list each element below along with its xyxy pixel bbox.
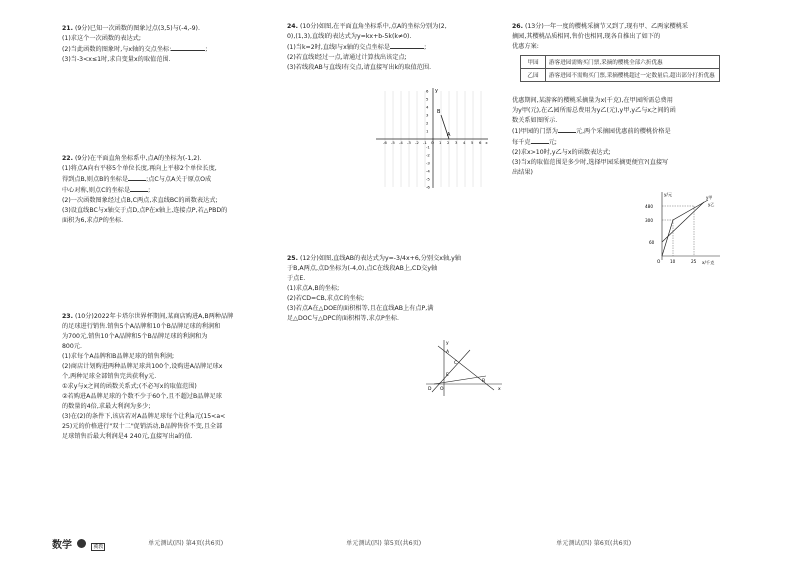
x-tick-label: -4 xyxy=(399,140,403,145)
question-text: (3)当x的取值范围是多少时,选择甲园采摘更便宜?(直接写 xyxy=(512,159,669,166)
q24-coordinate-graph xyxy=(372,84,492,194)
x-tick-label: 3 xyxy=(455,140,458,145)
x-tick-label: x xyxy=(485,140,488,145)
page6-footer: 单元测试(四) 第6页(共6页) xyxy=(556,540,632,547)
question-21: 21. (9分)已知一次函数的图象过点(3,5)与(-4,-9). (1)求这个一次函数的表达式; (2)当此函数的图象时,与x轴的交点坐标: ; (3)当-3<x≤1时,求自变量x的取值范围. xyxy=(62,25,208,63)
question-text: (1)甲园的门票为 xyxy=(512,128,558,135)
q26-cost-graph xyxy=(642,190,722,270)
question-text: (3)若点A在△DOE的面积相等,且在直线AB上有点P,满 xyxy=(287,305,434,312)
question-text: 优惠期间,某游客的樱桃采摘量为x(千克),在甲园所需总费用 xyxy=(512,97,673,104)
question-text: (10分)2022年卡塔尔世界杯期间,某商店购进A,B两种品牌 xyxy=(74,313,234,320)
y-axis-label: y/元 xyxy=(664,192,673,197)
label-e: E xyxy=(446,373,449,378)
page4-footer: 单元测试(四) 第4页(共6页) xyxy=(148,540,224,547)
question-text: 中心对称,则点C的坐标是 xyxy=(62,187,131,194)
question-text: 为y甲(元),在乙园所需总费用为y乙(元),y甲,y乙与x之间的函 xyxy=(512,107,676,114)
y-tick-label: 4 xyxy=(426,104,429,110)
q25-diagram xyxy=(424,338,504,398)
question-text: 25)元的价格进行"双十二"促销活动,B品牌售价不变,且全部 xyxy=(62,423,223,430)
question-text: (2)若CD=CB,求点C的坐标; xyxy=(287,295,365,302)
x-tick-10: 10 xyxy=(670,259,676,264)
offer-table xyxy=(520,55,720,82)
question-text: 每千克 xyxy=(512,139,531,146)
question-text: 面积为6,求点P的坐标. xyxy=(62,217,124,224)
x-tick-label: -2 xyxy=(415,140,419,145)
question-text: 足△DOC与△DPC的面积相等,求点P坐标. xyxy=(287,315,400,322)
question-number: 22. xyxy=(62,155,73,162)
question-text: ①求y与x之间的函数关系式;(不必写x的取值范围) xyxy=(62,383,197,390)
subject-logo xyxy=(52,533,105,552)
x-tick-label: -3 xyxy=(407,140,411,145)
y-tick-label: -3 xyxy=(426,160,430,166)
x-tick-label: -1 xyxy=(423,140,427,145)
x-tick-label: O xyxy=(431,140,434,145)
x-tick-label: -6 xyxy=(383,140,387,145)
question-text: (1)将点A向右平移5个单位长度,再向上平移2个单位长度, xyxy=(62,165,217,172)
table-cell-text: 游客进园需购买门票,采摘的樱桃全部六折优惠 xyxy=(546,56,720,69)
x-tick-label: 2 xyxy=(447,140,450,145)
question-text: (12分)如图,直线AB的表达式为y=-3/4x+6,分别交x轴,y轴 xyxy=(299,255,461,262)
series-label-yi: y乙 xyxy=(708,202,715,207)
y-tick-480: 480 xyxy=(645,204,653,209)
question-text: 800元. xyxy=(62,343,82,350)
answer-blank[interactable] xyxy=(171,44,205,51)
question-number: 25. xyxy=(287,255,298,262)
answer-blank[interactable] xyxy=(390,42,424,49)
question-text: (9分)已知一次函数的图象过点(3,5)与(-4,-9). xyxy=(74,25,200,32)
question-number: 24. xyxy=(287,23,298,30)
question-text: (2)商店计划购进两种品牌足球共100个,设购进A品牌足球x xyxy=(62,363,223,370)
label-a: A xyxy=(446,350,450,355)
question-text: 优惠方案: xyxy=(512,43,539,50)
page5-footer: 单元测试(四) 第5页(共6页) xyxy=(346,540,422,547)
label-y: y xyxy=(446,341,449,346)
y-tick-300: 300 xyxy=(645,218,653,223)
x-tick-origin: O xyxy=(657,259,661,264)
question-text: 于B,A两点,点D坐标为(-4,0),点C在线段AB上,CD交y轴 xyxy=(287,265,438,272)
x-tick-label: -5 xyxy=(391,140,395,145)
point-b-label: B xyxy=(437,109,441,115)
y-tick-label: 6 xyxy=(426,88,429,94)
logo-text: 数学 xyxy=(52,540,72,551)
line-dc xyxy=(434,376,486,384)
answer-blank[interactable] xyxy=(128,174,146,181)
table-cell-name: 乙园 xyxy=(521,69,546,82)
point-a-label: A xyxy=(447,132,451,138)
question-text: 的数量的4倍,求最大利润为多少; xyxy=(62,403,151,410)
question-text: 于点E. xyxy=(287,275,306,282)
question-text: ②若购进A品牌足球的个数不少于60个,且不超过B品牌足球 xyxy=(62,393,222,400)
question-number: 23. xyxy=(62,313,73,320)
question-25 xyxy=(287,254,461,324)
x-tick-label: 1 xyxy=(439,140,442,145)
answer-blank[interactable] xyxy=(558,126,576,133)
question-text: 为700元,销售10个A品牌和5个B品牌足球的利润和为 xyxy=(62,333,208,340)
y-tick-label: 3 xyxy=(426,112,429,118)
label-o: O xyxy=(440,387,444,392)
question-text: 元; xyxy=(548,139,557,146)
question-26 xyxy=(512,22,688,52)
y-tick-label: -5 xyxy=(426,176,430,182)
question-text: (2)当此函数的图象时,与x轴的交点坐标: xyxy=(62,46,172,53)
question-text: (3)在(2)的条件下,该店若对A品牌足球每个让利a元(15<a< xyxy=(62,413,226,420)
question-text: 足球销售后最大利润是4 240元,直接写出a的值. xyxy=(62,433,193,440)
table-row xyxy=(521,56,720,69)
question-23 xyxy=(62,312,233,442)
question-text: (2)一次函数图象经过点B,C两点,求直线BC的函数表达式; xyxy=(62,197,218,204)
question-text: (1)求这个一次函数的表达式; xyxy=(62,35,141,42)
y-tick-label: 1 xyxy=(426,128,429,134)
y-tick-label: -4 xyxy=(426,168,430,174)
x-axis-label: x/千克 xyxy=(702,260,715,265)
question-text: 得到点B,则点B的坐标是 xyxy=(62,176,129,183)
logo-badge xyxy=(77,539,86,548)
y-tick-label: -2 xyxy=(426,152,430,158)
y-tick-label: -6 xyxy=(426,184,430,190)
label-c: C xyxy=(454,361,458,366)
question-text: (3)若线段AB与直线l有交点,请直接写出k的取值范围. xyxy=(287,64,432,71)
question-text: (1)求每个A品牌和B品牌足球的销售利润; xyxy=(62,353,175,360)
question-text: 数关系如图所示. xyxy=(512,117,558,124)
question-text: 摘园,其樱桃品质相同,售价也相同,现各自推出了如下的 xyxy=(512,33,661,40)
question-text: ;点C与点A关于原点O成 xyxy=(146,176,212,183)
question-text: (10分)如图,在平面直角坐标系中,点A的坐标分别为(2, xyxy=(299,23,447,30)
question-number: 26. xyxy=(512,23,523,30)
question-text: 元,两个采摘园优惠前的樱桃价格是 xyxy=(575,128,671,135)
label-b: B xyxy=(482,379,486,384)
series-label-jia: y甲 xyxy=(706,195,713,200)
question-text: (2)若直线l经过一点,请通过计算找出该定点; xyxy=(287,54,407,61)
question-22: 22. (9分)在平面直角坐标系中,点A的坐标为(-1,2). (1)将点A向右平移5个单位长度,再向上平移2个单位长度, 得到点B,则点B的坐标是 ;点C与点A关于原点O成 中心对称,则点C的坐标是 ; (2)一次函数图象经过点B,C两点,求直线BC的函数表达式; (3)设直线BC与x轴交于点D,点P在x轴上,连接点P,若△PBD的 面积为6,求点P的坐标. xyxy=(62,155,228,224)
x-tick-label: 5 xyxy=(471,140,474,145)
table-cell-name: 甲园 xyxy=(521,56,546,69)
y-tick-label: 2 xyxy=(426,120,429,126)
question-text: (1)当k=2时,直线l与x轴的交点坐标是 xyxy=(287,44,391,51)
x-tick-label: 4 xyxy=(463,140,466,145)
table-cell-text: 游客进园不需购买门票,采摘樱桃超过一定数量后,超出部分打折优惠 xyxy=(546,69,720,82)
logo-tag: 冀教 xyxy=(93,544,104,550)
question-number: 21. xyxy=(62,25,73,32)
question-text: (13分)一年一度的樱桃采摘节又到了,现有甲、乙两家樱桃采 xyxy=(524,23,689,30)
question-24: 24. (10分)如图,在平面直角坐标系中,点A的坐标分别为(2, 0),(1,3),直线l的表达式为y=kx+b-5k(k≠0). (1)当k=2时,直线l与x轴的交点坐标是 ; (2)若直线l经过一点,请通过计算找出该定点; (3)若线段AB与直线l有交点,请直接写出k的取值范围. xyxy=(287,23,447,71)
question-text: 出结果) xyxy=(512,169,533,176)
y-axis-label: y xyxy=(435,88,438,94)
question-text: 个,两种足球全部销售完共获利y元. xyxy=(62,373,157,380)
question-text: 的足球进行销售.销售5个A品牌和10个B品牌足球的利润和 xyxy=(62,323,221,330)
question-text: (3)设直线BC与x轴交于点D,点P在x轴上,连接点P,若△PBD的 xyxy=(62,207,228,214)
x-tick-label: 6 xyxy=(479,140,482,145)
x-tick-25: 25 xyxy=(691,259,697,264)
question-text: (2)求x>10时,y乙与x的函数表达式; xyxy=(512,149,611,156)
question-text: (1)求点A,B的坐标; xyxy=(287,285,340,292)
y-tick-60: 60 xyxy=(649,240,655,245)
label-d: D xyxy=(428,387,432,392)
question-text: 0),(1,3),直线l的表达式为y=kx+b-5k(k≠0). xyxy=(287,33,412,40)
question-26-continued xyxy=(512,96,676,178)
y-tick-label: -1 xyxy=(426,144,430,150)
answer-blank[interactable] xyxy=(130,185,148,192)
x-tick-labels xyxy=(383,140,488,145)
line-y-yi xyxy=(662,200,708,256)
question-text: (9分)在平面直角坐标系中,点A的坐标为(-1,2). xyxy=(74,155,202,162)
answer-blank[interactable] xyxy=(531,137,549,144)
question-text: (3)当-3<x≤1时,求自变量x的取值范围. xyxy=(62,56,171,63)
table-row xyxy=(521,69,720,82)
y-tick-label: 5 xyxy=(426,96,429,102)
label-x: x xyxy=(498,387,501,392)
